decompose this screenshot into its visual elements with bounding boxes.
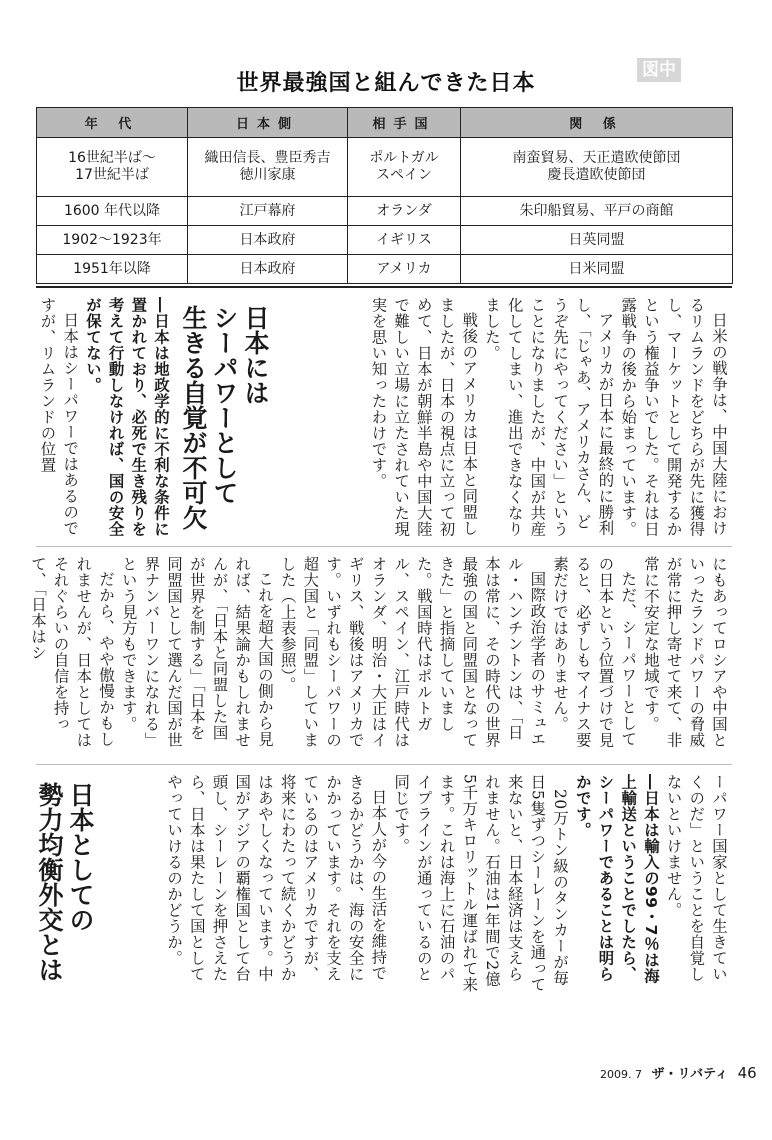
table-cell: 江戸幕府 xyxy=(188,197,348,226)
paragraph: ーパワー国家として生きていくのだ」ということを自覚しないといけません。 xyxy=(664,774,728,982)
paragraph: これを超大国の側から見れば、結果論かもしれませんが、「日本と同盟した国が世界を制する」「日本を同盟国として選んだ国が世界ナンバーワンになれる」という見方もできます。 xyxy=(119,556,274,748)
divider xyxy=(36,286,732,288)
page-number: 46 xyxy=(737,1064,757,1082)
table-cell: 1600 年代以降 xyxy=(37,197,188,226)
table-row xyxy=(37,255,733,284)
table-cell: ポルトガル スペイン xyxy=(348,138,461,197)
table-cell: 朱印船貿易、平戸の商館 xyxy=(461,197,733,226)
text-block-middle xyxy=(28,556,730,756)
header-relation: 関 係 xyxy=(461,108,733,138)
table-cell: 南蛮貿易、天正遣欧使節団 慶長遣欧使節団 xyxy=(461,138,733,197)
question: ―日本は地政学的に不利な条件に置かれており、必死で生き残りを考えて行動しなければ、国の安全が保てない。 xyxy=(83,297,170,537)
table-cell: オランダ xyxy=(348,197,461,226)
paragraph: アメリカが日本に最終的に勝利し、「じゃあ、アメリカさん、どうぞ先にやってください」ということになりましたが、中国が共産化してしまい、進出できなくなりました。 xyxy=(482,297,615,537)
table-row xyxy=(37,197,733,226)
table-cell: 16世紀半ば〜 17世紀半ば xyxy=(37,138,188,197)
paragraph: 日本はシーパワーではあるのですが、リムランドの位置 xyxy=(38,297,80,537)
table-row xyxy=(37,226,733,255)
header-era: 年 代 xyxy=(37,108,188,138)
table-cell: イギリス xyxy=(348,226,461,255)
table-row xyxy=(37,138,733,197)
header-partner: 相手国 xyxy=(348,108,461,138)
table-title: 世界最強国と組んできた日本 xyxy=(236,71,536,96)
table-cell: 日本政府 xyxy=(188,226,348,255)
text-block-lower xyxy=(100,774,730,994)
table-cell: 1951年以降 xyxy=(37,255,188,284)
section-heading: 日本としての 勢力均衡外交とは xyxy=(35,782,95,982)
paragraph: ただ、シーパワーとしての日本という位置づけで見ると、必ずしもマイナス要素だけではありません。 xyxy=(551,556,638,748)
tier-divider xyxy=(36,546,732,547)
header-japan-side: 日本側 xyxy=(188,108,348,138)
table-cell: 日英同盟 xyxy=(461,226,733,255)
paragraph: 20万トン級のタンカーが毎日5隻ずつシーレーンを通って来ないと、日本経済は支えられません。石油は1年間で2億5千万キロリットル運ばれて来ます。これは海上に石油のパイプラインが通っているのと同じです。 xyxy=(392,774,570,993)
table-cell: 日米同盟 xyxy=(461,255,733,284)
paragraph: にもあってロシアや中国といったランドパワーの脅威が常に押し寄せて来て、非常に不安定な地域です。 xyxy=(641,556,728,748)
paragraph: 国際政治学者のサミュエル・ハンチントンは、「日本は常に、その時代の世界最強の国と同盟国となってきた」と指摘していました。戦国時代はポルトガル、スペイン、江戸時代はオランダ、明治・大正はイギリス、戦後はアメリカです。いずれもシーパワーの超大国と「同盟」していました（上表参照）。 xyxy=(278,556,547,748)
issue-date: 2009. 7 xyxy=(600,1068,642,1081)
paragraph: だから、やや傲慢かもしれませんが、日本としてはそれぐらいの自信を持って、「日本はシ xyxy=(28,556,116,748)
text-block-upper-right xyxy=(226,297,730,537)
alliance-table xyxy=(36,107,733,284)
section-heading: 日本には シーパワーとして 生きる自覚が不可欠 xyxy=(179,305,270,530)
paragraph: 戦後のアメリカは日本と同盟しましたが、日本の視点に立って初めて、日本が朝鮮半島や中国大陸で難しい立場に立たされていた現実を思い知ったわけです。 xyxy=(369,297,479,537)
table-cell: 織田信長、豊臣秀吉 徳川家康 xyxy=(188,138,348,197)
magazine-name: ザ・リバティ xyxy=(651,1067,729,1082)
paragraph: 日米の戦争は、中国大陸におけるリムランドをどちらが先に獲得し、マーケットとして開発するかという権益争いでした。それは日露戦争の後から始まっています。 xyxy=(619,297,728,537)
question: ―日本は輸入の99・7％は海上輸送ということでしたら、シーパワーであることは明らかです。 xyxy=(573,774,660,984)
text-block-upper-left xyxy=(36,297,172,537)
page-footer xyxy=(600,1063,757,1082)
paragraph: 日本人が今の生活を維持できるかどうかは、海の安全にかかっています。それを支えているのはアメリカですが、将来にわたって続くかどうかはあやしくなっています。中国がアジアの覇権国として台頭し、シーレーンを押さえたら、日本は果たして国としてやっていけるのかどうか。 xyxy=(165,774,388,982)
table-cell: 日本政府 xyxy=(188,255,348,284)
figure-tag: 図中 xyxy=(637,58,681,82)
table-cell: 1902〜1923年 xyxy=(37,226,188,255)
table-cell: アメリカ xyxy=(348,255,461,284)
tier-divider xyxy=(36,764,732,765)
